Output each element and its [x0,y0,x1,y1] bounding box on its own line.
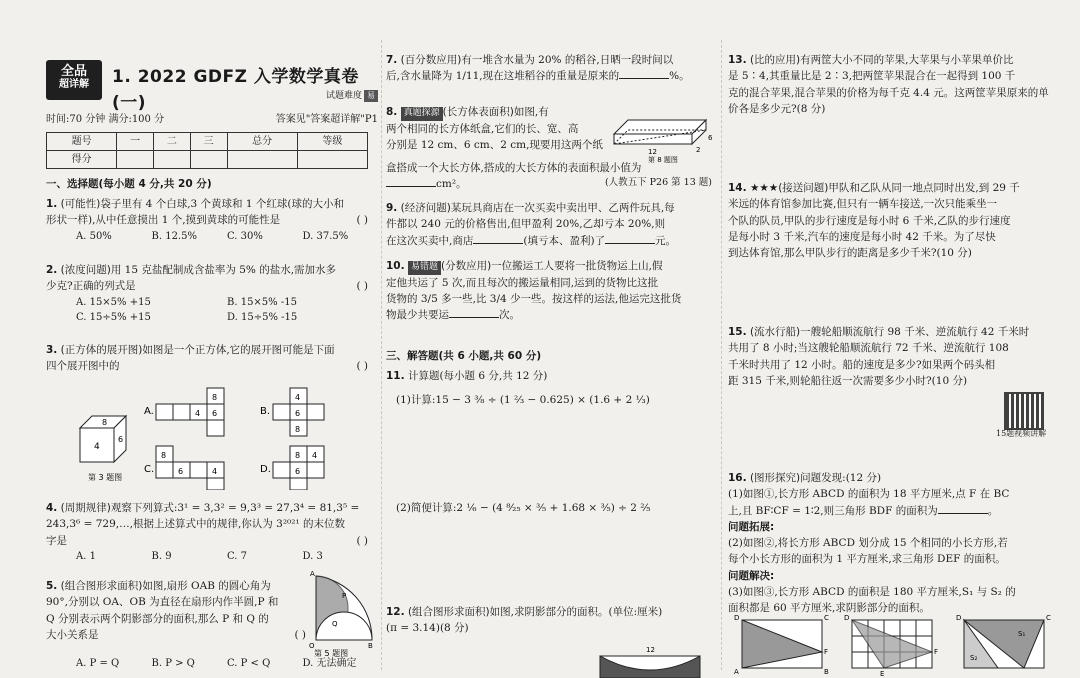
star-rating: ★★★ [749,182,779,194]
score-cell[interactable] [297,151,367,169]
option-c[interactable]: C. 15÷5% +15 [76,312,151,324]
option-c[interactable]: C. 7 [227,550,248,562]
option-d[interactable]: D. 3 [302,550,323,562]
source-badge: 真题探源 [401,107,443,121]
svg-text:8: 8 [212,393,218,402]
figure-3 [956,614,1051,668]
question-3: 3. (正方体的展开图)如图是一个正方体,它的展开图可能是下面 四个展开图中的 ( ) [46,344,368,373]
table-row: 题号 一 二 三 总分 等级 [47,133,368,151]
svg-text:8: 8 [295,425,301,434]
options [46,229,378,245]
qr-caption: 15题视频讲解 [996,429,1047,438]
option-d[interactable]: D. 15÷5% -15 [227,312,298,324]
column-divider [721,40,722,670]
svg-text:4: 4 [212,467,218,476]
svg-text:4: 4 [94,442,100,452]
section-heading: 一、选择题(每小题 4 分,共 20 分) [46,178,212,190]
svg-text:C: C [824,614,829,622]
answer-blank[interactable] [605,243,655,244]
svg-text:6: 6 [295,409,301,418]
question-9: 9. (经济问题)某玩具商店在一次买卖中卖出甲、乙两件玩具,每 件都以 240 元的价格售出,但甲盈利 20%,乙却亏本 20%,则 在这次买卖中,商店 (填亏本、盈利)了 元。 [386,202,677,247]
question-12: 12. (组合图形求面积)如图,求阴影部分的面积。(单位:厘米) (π = 3.14)(8 分) [386,606,663,635]
svg-text:第 5 题图: 第 5 题图 [314,649,349,658]
sector-figure [308,568,378,658]
difficulty-label: 试题难度 易 [326,90,378,104]
option-b[interactable]: B. P > Q [151,658,195,669]
score-table [46,132,368,169]
svg-text:12: 12 [646,646,655,654]
svg-text:B: B [824,668,829,676]
option-b[interactable]: B. 15×5% -15 [227,296,297,308]
svg-text:第 8 题图: 第 8 题图 [648,156,678,164]
svg-text:8: 8 [102,418,108,427]
brand-logo: 全品 超详解 [46,60,102,100]
svg-text:8: 8 [161,451,167,460]
svg-text:C: C [1046,614,1051,622]
svg-text:第 3 题图: 第 3 题图 [88,473,123,482]
svg-text:12: 12 [648,148,657,156]
question-16: 16. (图形探究)问题发现:(12 分) (1)如图①,长方形 ABCD 的面积为 18 平方厘米,点 F 在 BC 上,且 BF∶CF = 1∶2,则三角形 BDF 的面积为 。 问题拓展: (2)如图②,将长方形 ABCD 划分成 15 个相同的小长方形,若 每个小长方形的面积为 1 平方厘米,求三角形 DEF 的面积。 问题解决: (3)如图③,长方形 ABCD 的面积是 180 平方厘米,S₁ 与 S₂ 的 面积都是 60 平方厘米,求阴影部分的面积。 [728,472,1016,615]
svg-text:Q: Q [332,620,338,628]
question-8-cont: 盒搭成一个大长方体,搭成的大长方体的表面积最小值为 cm²。 (人教五下 P26 第 13 题) [386,162,712,191]
score-cell[interactable] [117,151,154,169]
time-score: 时间:70 分钟 满分:100 分 [46,114,165,125]
answer-blank[interactable] [386,186,436,187]
question-7: 7. (百分数应用)有一堆含水量为 20% 的稻谷,日晒一段时间以 后,含水量降为 1/11,现在这堆稻谷的重量是原来的 %。 [386,54,690,83]
svg-text:D.: D. [260,464,271,475]
exam-meta [46,112,378,128]
shaded-figure [596,644,706,678]
question-11-part2: (2)简便计算:2 ¹⁄₆ − (4 ⁸⁄₂₅ × ³⁄₅ + 1.68 × ³⁄₅) ÷ 2 ²⁄₅ [396,502,651,514]
svg-text:C.: C. [144,464,155,475]
page-title: 1. 2022 GDFZ 入学数学真卷(一) [112,67,359,114]
svg-text:B.: B. [260,406,271,417]
question-13: 13. (比的应用)有两筐大小不同的苹果,大苹果与小苹果单价比 是 5∶4,其重量比是 2∶3,把两筐苹果混合在一起得到 100 千 克的混合苹果,混合苹果的价格为每千克 4.4 元。这两筐苹果原来的单 价各是多少元?(8 分) [728,54,1049,115]
svg-text:6: 6 [178,467,184,476]
option-d[interactable]: D. 无法确定 [302,658,357,669]
option-b[interactable]: B. 9 [151,550,172,562]
answer-blank[interactable] [449,317,499,318]
qr-code-icon[interactable] [1004,392,1044,430]
option-a[interactable]: A. 1 [76,550,96,562]
svg-text:6: 6 [118,435,124,444]
svg-text:F: F [824,648,829,656]
score-cell[interactable] [190,151,227,169]
svg-text:F: F [934,648,939,656]
question-2: 2. (浓度问题)用 15 克盐配制成含盐率为 5% 的盐水,需加水多 少克?正确的列式是 ( ) A. 15×5% +15 B. 15×5% -15 C. 15÷5% +15 D. 15÷5% -15 [46,262,378,326]
question-5-options [46,656,378,672]
exam-header [46,60,378,114]
column-left [46,0,378,678]
column-middle [386,0,716,678]
answer-blank[interactable] [473,243,523,244]
column-right [728,0,1068,678]
question-8: 8. 真题探源 (长方体表面积)如图,有 两个相同的长方体纸盒,它们的长、宽、高 分别是 12 cm、6 cm、2 cm,现要用这两个纸 [386,106,603,152]
option-a[interactable]: A. 50% [76,230,112,242]
svg-text:S₁: S₁ [1018,630,1026,638]
section-heading: 三、解答题(共 6 小题,共 60 分) [386,350,542,362]
svg-text:4: 4 [312,451,318,460]
svg-text:6: 6 [708,134,713,142]
svg-text:O: O [309,642,315,650]
question-15: 15. (流水行船)一艘轮船顺流航行 98 千米、逆流航行 42 千米时 共用了 8 小时;当这艘轮船顺流航行 72 千米、逆流航行 108 千米时共用了 12 小时。船的速度是多少?如果两个码头相 距 315 千米,则轮船往返一次需要多少小时?(10 分) [728,326,1030,387]
svg-text:4: 4 [295,393,301,402]
option-a[interactable]: A. P = Q [76,658,120,669]
option-a[interactable]: A. 15×5% +15 [76,296,151,308]
svg-text:6: 6 [295,467,301,476]
cube-nets-figure [74,380,374,490]
svg-text:B: B [368,642,373,650]
option-c[interactable]: C. P < Q [227,658,271,669]
option-b[interactable]: B. 12.5% [151,230,197,242]
option-c[interactable]: C. 30% [227,230,263,242]
error-prone-badge: 易错题 [408,261,441,275]
svg-text:P: P [342,592,347,600]
difficulty-badge: 易 [364,90,378,102]
svg-text:A.: A. [144,406,154,417]
score-cell[interactable] [227,151,297,169]
svg-text:A: A [310,570,315,578]
svg-text:8: 8 [295,451,301,460]
answer-blank[interactable] [619,78,669,79]
svg-text:S₂: S₂ [970,654,978,662]
figure-2 [844,614,938,676]
answer-reference: 答案见"答案超详解"P1 [275,114,378,125]
score-cell[interactable] [154,151,191,169]
svg-text:E: E [880,670,885,676]
answer-blank[interactable] [938,513,988,514]
question-1: 1. (可能性)袋子里有 4 个白球,3 个黄球和 1 个红球(球的大小和 形状一样),从中任意摸出 1 个,摸到黄球的可能性是 ( ) A. 50% B. 12.5% C. 30% D. 37.5% [46,196,378,244]
question-14: 14. ★★★(接送问题)甲队和乙队从同一地点同时出发,到 29 千 米远的体育馆参加比赛,但只有一辆车接送,一次只能乘坐一 个队的队员,甲队的步行速度是每小时 6 千米,乙队的步行速度 是每小时 3 千米,汽车的速度是每小时 42 千米。为了尽快 到达体育馆,那么甲队步行的距离是多少千米?(10 分) [728,182,1020,260]
question-5: 5. (组合图形求面积)如图,扇形 OAB 的圆心角为 90°,分别以 OA、OB 为直径在扇形内作半圆,P 和 Q 分别表示两个阴影部分的面积,那么 P 和 Q 的 大小关系是 ( ) [46,580,306,641]
rectangle-figures [728,612,1064,676]
svg-text:D: D [844,614,850,622]
cuboid-figure [608,104,716,164]
table-row: 得分 [47,151,368,169]
figure-1 [734,614,829,676]
svg-text:4: 4 [195,409,201,418]
question-4: 4. (周期规律)观察下列算式:3¹ = 3,3² = 9,3³ = 27,3⁴ = 81,3⁵ = 243,3⁶ = 729,…,根据上述算式中的规律,你认为 3²⁰²¹ 的末位数 字是 ( ) A. 1 B. 9 C. 7 D. 3 [46,500,378,564]
column-divider [381,40,382,670]
svg-text:2: 2 [696,146,701,154]
question-10: 10. 易错题 (分数应用)一位搬运工人要将一批货物运上山,假 定他共运了 5 次,而且每次的搬运量相同,运到的货物比这批 货物的 3/5 多一些,比 3/4 少一些。按这样的运法,他运完这批货 物最少共要运 次。 [386,260,682,322]
question-11: 11. 计算题(每小题 6 分,共 12 分) (1)计算:15 − 3 ³⁄₈ ÷ (1 ²⁄₃ − 0.625) × (1.6 + 2 ¹⁄₃) [386,370,650,407]
svg-text:6: 6 [212,409,218,418]
svg-text:D: D [734,614,740,622]
option-d[interactable]: D. 37.5% [302,230,349,242]
svg-text:D: D [956,614,962,622]
svg-text:A: A [734,668,739,676]
